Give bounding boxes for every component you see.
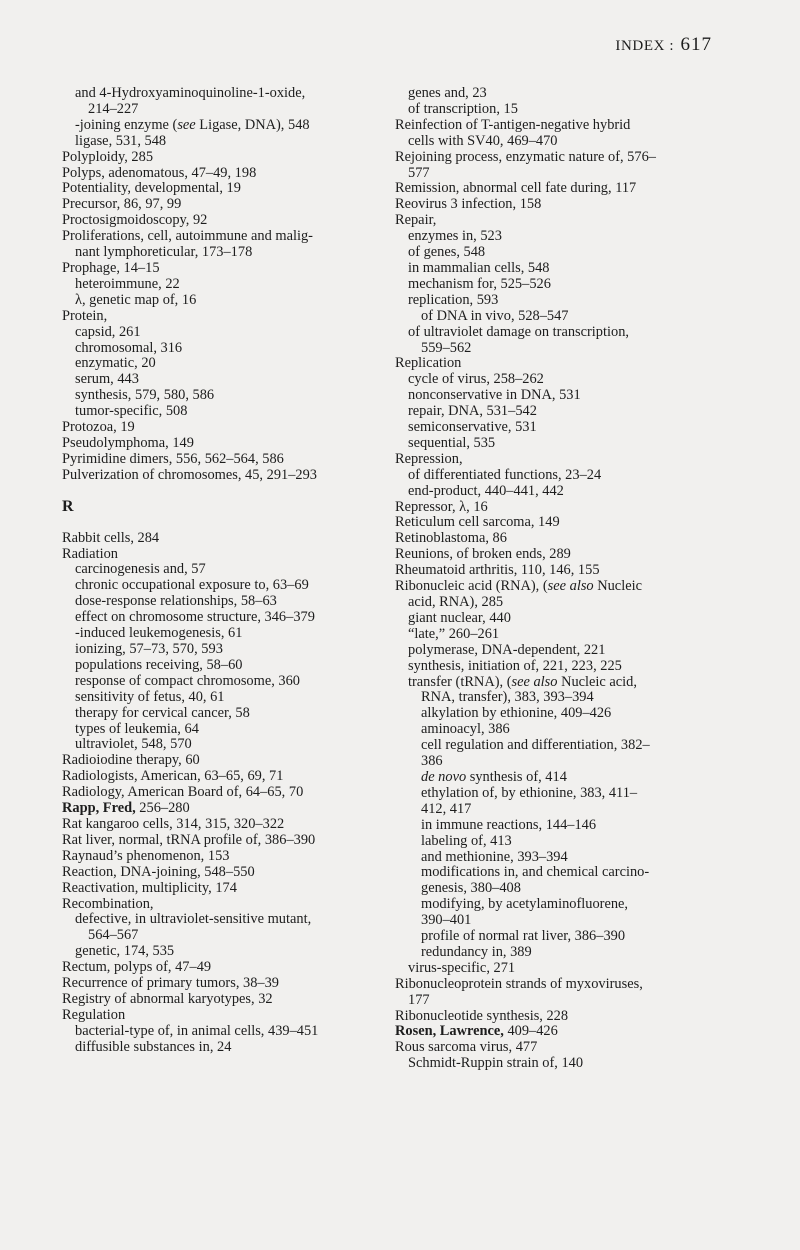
index-entry: of genes, 548 <box>408 244 486 261</box>
index-entry: semiconservative, 531 <box>408 419 537 436</box>
index-entry: nant lymphoreticular, 173–178 <box>75 244 253 261</box>
index-entry: Remission, abnormal cell fate during, 117 <box>395 180 637 197</box>
index-entry: Repressor, λ, 16 <box>395 498 488 515</box>
index-entry: Radiologists, American, 63–65, 69, 71 <box>62 768 284 785</box>
section-letter: R <box>62 497 74 515</box>
index-entry: 390–401 <box>421 912 472 929</box>
index-entry: in mammalian cells, 548 <box>408 259 550 276</box>
index-entry: repair, DNA, 531–542 <box>408 403 537 420</box>
index-entry: and 4-Hydroxyaminoquinoline-1-oxide, <box>75 85 306 101</box>
index-entry: Radiation <box>62 545 118 562</box>
index-entry: replication, 593 <box>408 291 499 308</box>
index-entry: Prophage, 14–15 <box>62 259 160 276</box>
index-entry: enzymes in, 523 <box>408 228 502 245</box>
index-entry: Protein, <box>62 307 108 324</box>
index-entry: Radioiodine therapy, 60 <box>62 752 200 769</box>
index-entry: acid, RNA), 285 <box>408 594 504 610</box>
index-entry: 386 <box>421 753 443 770</box>
index-entry: Rabbit cells, 284 <box>62 529 160 546</box>
index-entry: 214–227 <box>88 100 139 117</box>
index-entry: genes and, 23 <box>408 85 487 101</box>
index-entry: Potentiality, developmental, 19 <box>62 180 241 197</box>
index-entry: 559–562 <box>421 339 472 356</box>
index-entry: Reinfection of T-antigen-negative hybrid <box>395 116 631 133</box>
index-entry: Proctosigmoidoscopy, 92 <box>62 212 208 229</box>
index-entry: heteroimmune, 22 <box>75 275 180 292</box>
index-entry: populations receiving, 58–60 <box>75 656 243 673</box>
index-entry: de novo synthesis of, 414 <box>421 768 567 785</box>
index-entry: mechanism for, 525–526 <box>408 275 551 292</box>
index-entry: Pyrimidine dimers, 556, 562–564, 586 <box>62 450 284 467</box>
index-entry: genesis, 380–408 <box>421 880 521 897</box>
index-entry: Recurrence of primary tumors, 38–39 <box>62 975 279 992</box>
index-entry: Pseudolymphoma, 149 <box>62 434 194 451</box>
running-head <box>615 34 712 56</box>
index-entry: bacterial-type of, in animal cells, 439–451 <box>75 1022 319 1039</box>
index-entry: Repair, <box>395 212 437 229</box>
index-entry: synthesis, initiation of, 221, 223, 225 <box>408 657 622 674</box>
index-entry: Rat kangaroo cells, 314, 315, 320–322 <box>62 815 285 832</box>
index-entry: types of leukemia, 64 <box>75 720 199 737</box>
index-entry: polymerase, DNA-dependent, 221 <box>408 641 606 658</box>
running-head-label: INDEX : <box>615 38 675 54</box>
index-entry: and methionine, 393–394 <box>421 848 568 865</box>
index-entry: Precursor, 86, 97, 99 <box>62 196 182 213</box>
index-entry: Rectum, polyps of, 47–49 <box>62 959 212 976</box>
index-entry: Schmidt-Ruppin strain of, 140 <box>408 1055 584 1072</box>
index-column-right <box>395 86 727 1072</box>
index-entry: λ, genetic map of, 16 <box>75 291 197 308</box>
index-entry: defective, in ultraviolet-sensitive mutant, <box>75 911 312 928</box>
index-entry: virus-specific, 271 <box>408 959 516 976</box>
index-entry: Ribonucleic acid (RNA), (see also Nucleic <box>395 578 642 595</box>
index-entry: 412, 417 <box>421 800 472 817</box>
index-entry: diffusible substances in, 24 <box>75 1038 232 1055</box>
index-entry: ligase, 531, 548 <box>75 132 167 149</box>
index-entry: modifying, by acetylaminofluorene, <box>421 896 629 913</box>
index-entry: cell regulation and differentiation, 382– <box>421 737 650 754</box>
index-entry: 177 <box>408 991 430 1008</box>
page-number: 617 <box>680 34 712 55</box>
index-entry: chronic occupational exposure to, 63–69 <box>75 577 309 594</box>
index-entry: Rapp, Fred, 256–280 <box>62 800 190 817</box>
index-entry: Polyps, adenomatous, 47–49, 198 <box>62 164 257 181</box>
index-entry: labeling of, 413 <box>421 832 512 849</box>
index-entry: of transcription, 15 <box>408 100 518 117</box>
index-entry: response of compact chromosome, 360 <box>75 672 300 689</box>
index-entry: Retinoblastoma, 86 <box>395 530 507 547</box>
index-entry: transfer (tRNA), (see also Nucleic acid, <box>408 673 637 690</box>
index-entry: Rosen, Lawrence, 409–426 <box>395 1023 558 1040</box>
index-entry: -joining enzyme (see Ligase, DNA), 548 <box>75 116 310 133</box>
index-entry: Ribonucleotide synthesis, 228 <box>395 1007 569 1024</box>
index-entry: serum, 443 <box>75 371 139 388</box>
index-entry: Reunions, of broken ends, 289 <box>395 546 571 563</box>
index-entry: Protozoa, 19 <box>62 419 135 436</box>
index-entry: Regulation <box>62 1006 126 1023</box>
index-entry: modifications in, and chemical carcino- <box>421 864 650 881</box>
index-entry: Reaction, DNA-joining, 548–550 <box>62 863 255 880</box>
index-entry: Rous sarcoma virus, 477 <box>395 1039 538 1056</box>
index-entry: Repression, <box>395 450 463 467</box>
index-entry: carcinogenesis and, 57 <box>75 561 206 578</box>
index-entry: of DNA in vivo, 528–547 <box>421 307 569 324</box>
index-entry: effect on chromosome structure, 346–379 <box>75 609 315 626</box>
index-entry: redundancy in, 389 <box>421 943 532 960</box>
index-entry: end-product, 440–441, 442 <box>408 482 564 499</box>
index-entry: nonconservative in DNA, 531 <box>408 387 581 404</box>
index-entry: alkylation by ethionine, 409–426 <box>421 705 612 722</box>
index-entry: aminoacyl, 386 <box>421 721 510 738</box>
index-entry: 577 <box>408 164 430 181</box>
index-entry: in immune reactions, 144–146 <box>421 816 597 833</box>
index-entry: cells with SV40, 469–470 <box>408 132 558 149</box>
index-entry: chromosomal, 316 <box>75 339 183 356</box>
index-entry: Replication <box>395 355 462 372</box>
index-entry: dose-response relationships, 58–63 <box>75 593 277 610</box>
index-entry: tumor-specific, 508 <box>75 403 188 420</box>
index-entry: profile of normal rat liver, 386–390 <box>421 928 626 945</box>
index-entry: Reactivation, multiplicity, 174 <box>62 879 237 896</box>
index-entry: giant nuclear, 440 <box>408 609 511 626</box>
index-entry: Pulverization of chromosomes, 45, 291–293 <box>62 466 317 483</box>
index-entry: 564–567 <box>88 927 139 944</box>
index-entry: Recombination, <box>62 895 154 912</box>
index-entry: “late,” 260–261 <box>408 625 500 642</box>
index-entry: cycle of virus, 258–262 <box>408 371 544 388</box>
index-entry: synthesis, 579, 580, 586 <box>75 387 215 404</box>
index-entry: RNA, transfer), 383, 393–394 <box>421 689 594 706</box>
index-entry: capsid, 261 <box>75 323 141 340</box>
index-entry: Radiology, American Board of, 64–65, 70 <box>62 784 304 801</box>
index-entry: Ribonucleoprotein strands of myxoviruses, <box>395 975 643 992</box>
index-column-left <box>62 86 384 1056</box>
index-entry: Reovirus 3 infection, 158 <box>395 196 542 213</box>
index-entry: ethylation of, by ethionine, 383, 411– <box>421 784 638 801</box>
index-entry: Reticulum cell sarcoma, 149 <box>395 514 560 531</box>
index-entry: therapy for cervical cancer, 58 <box>75 704 250 721</box>
index-entry: Registry of abnormal karyotypes, 32 <box>62 990 273 1007</box>
index-entry: Polyploidy, 285 <box>62 148 154 165</box>
index-entry: Raynaud’s phenomenon, 153 <box>62 847 230 864</box>
index-entry: Proliferations, cell, autoimmune and malig- <box>62 228 313 245</box>
index-entry: sensitivity of fetus, 40, 61 <box>75 688 225 705</box>
index-entry: of ultraviolet damage on transcription, <box>408 323 629 340</box>
index-entry: genetic, 174, 535 <box>75 943 175 960</box>
index-entry: Rat liver, normal, tRNA profile of, 386–390 <box>62 831 316 848</box>
index-entry: ionizing, 57–73, 570, 593 <box>75 641 223 657</box>
index-entry: ultraviolet, 548, 570 <box>75 736 192 753</box>
index-entry: Rejoining process, enzymatic nature of, 576– <box>395 148 656 165</box>
index-entry: enzymatic, 20 <box>75 355 156 372</box>
index-entry: of differentiated functions, 23–24 <box>408 466 602 483</box>
index-entry: Rheumatoid arthritis, 110, 146, 155 <box>395 562 600 579</box>
index-entry: -induced leukemogenesis, 61 <box>75 625 243 642</box>
index-entry: sequential, 535 <box>408 434 496 451</box>
